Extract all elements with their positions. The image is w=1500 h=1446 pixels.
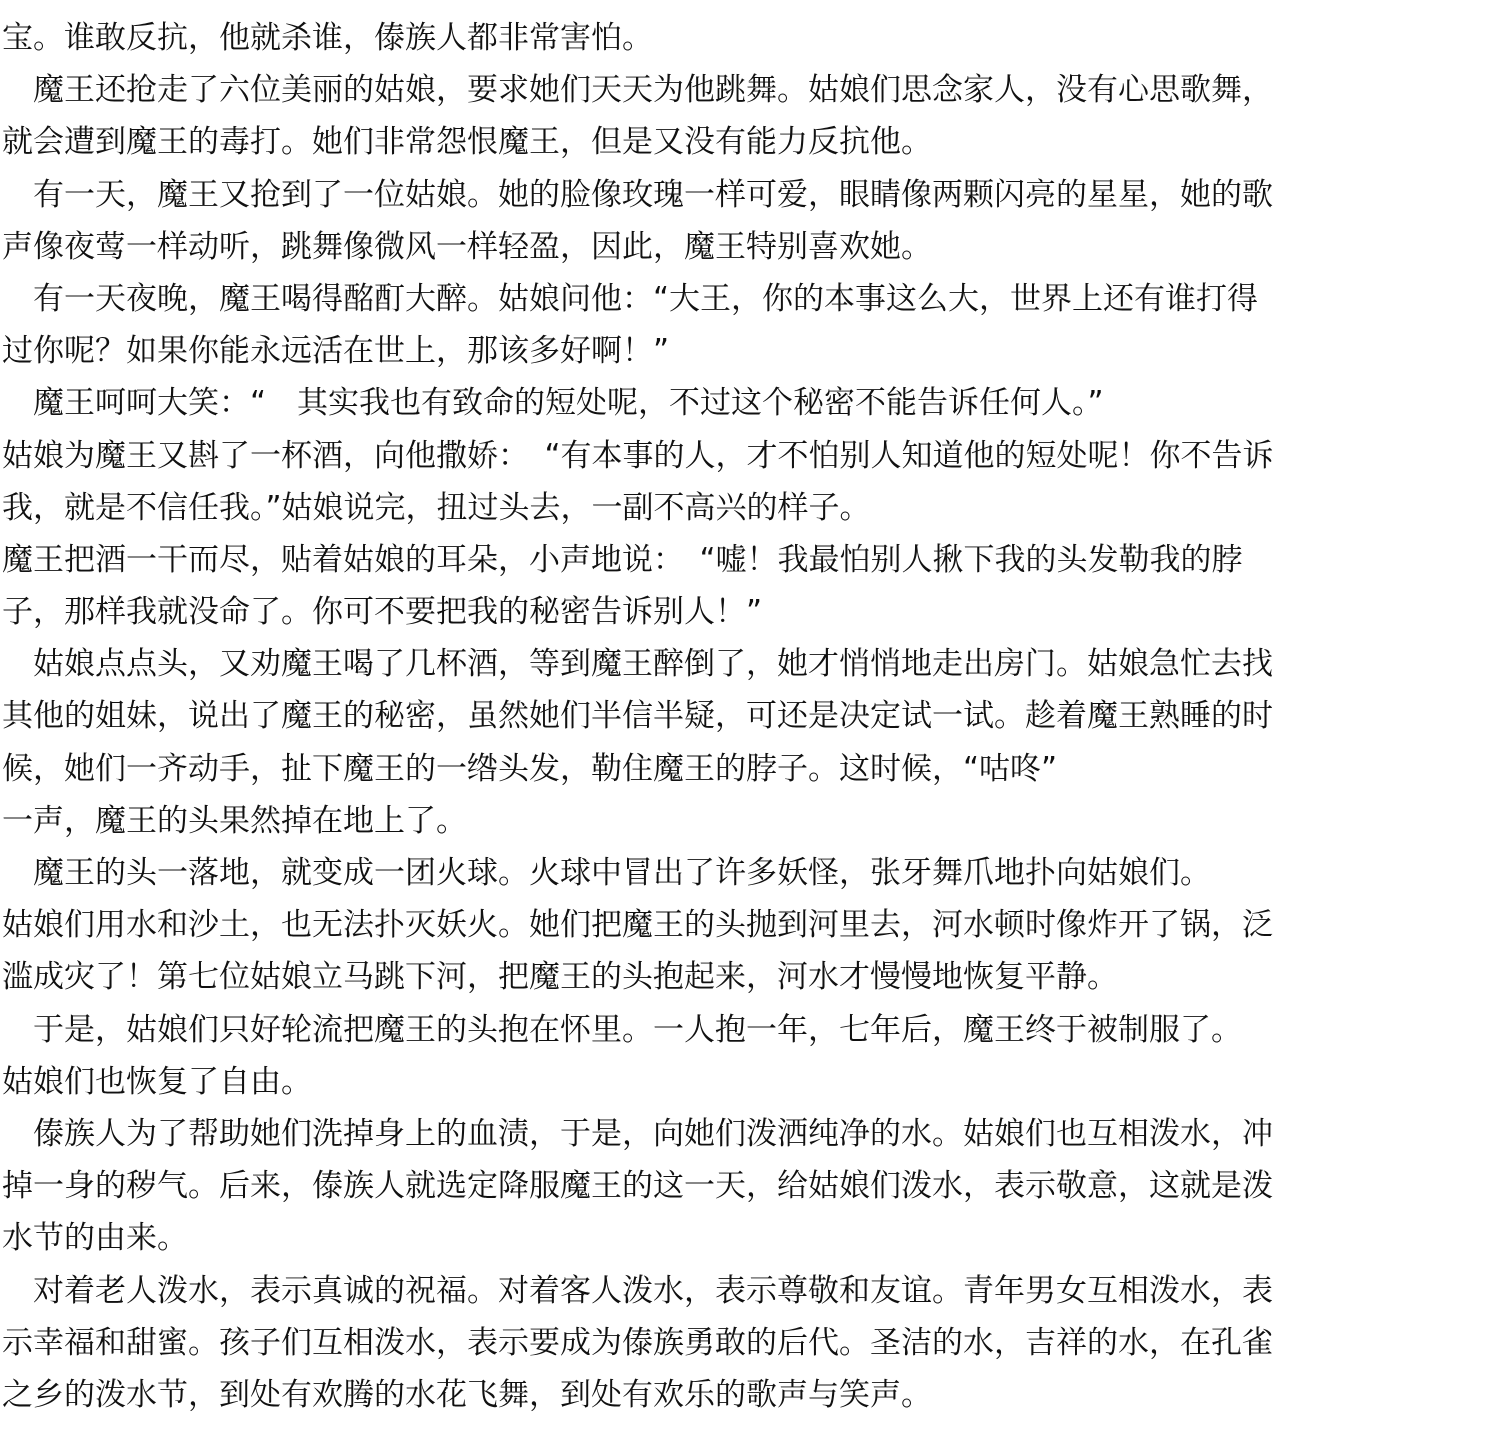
- text-line: 子，那样我就没命了。你可不要把我的秘密告诉别人！”: [2, 594, 763, 631]
- text-line: 魔王的头一落地，就变成一团火球。火球中冒出了许多妖怪，张牙舞爪地扑向姑娘们。: [33, 855, 1211, 891]
- text-line: 姑娘为魔王又斟了一杯酒，向他撒娇： “有本事的人，才不怕别人知道他的短处呢！你不告诉: [2, 437, 1274, 474]
- text-line: 于是，姑娘们只好轮流把魔王的头抱在怀里。一人抱一年，七年后，魔王终于被制服了。: [33, 1011, 1242, 1048]
- text-line: 魔王还抢走了六位美丽的姑娘，要求她们天天为他跳舞。姑娘们思念家人，没有心思歌舞，: [33, 72, 1273, 109]
- text-line: 有一天，魔王又抢到了一位姑娘。她的脸像玫瑰一样可爱，眼睛像两颗闪亮的星星，她的歌: [33, 176, 1273, 213]
- text-line: 对着老人泼水，表示真诚的祝福。对着客人泼水，表示尊敬和友谊。青年男女互相泼水，表: [33, 1272, 1273, 1309]
- text-line: 候，她们一齐动手，扯下魔王的一绺头发，勒住魔王的脖子。这时候，“咕咚”: [2, 750, 1058, 787]
- text-line: 一声，魔王的头果然掉在地上了。: [2, 802, 467, 839]
- text-line: 声像夜莺一样动听，跳舞像微风一样轻盈，因此，魔王特别喜欢她。: [2, 228, 932, 265]
- text-line: 其他的姐妹，说出了魔王的秘密，虽然她们半信半疑，可还是决定试一试。趁着魔王熟睡的时: [2, 698, 1273, 735]
- text-line: 有一天夜晚，魔王喝得酩酊大醉。姑娘问他：“大王，你的本事这么大，世界上还有谁打得: [33, 280, 1259, 317]
- text-line: 示幸福和甜蜜。孩子们互相泼水，表示要成为傣族勇敢的后代。圣洁的水，吉祥的水，在孔雀: [2, 1324, 1273, 1361]
- text-line: 魔王把酒一干而尽，贴着姑娘的耳朵，小声地说： “嘘！我最怕别人揪下我的头发勒我的脖: [2, 541, 1243, 578]
- document-body: [2, 12, 1492, 1421]
- text-line: 姑娘点点头，又劝魔王喝了几杯酒，等到魔王醉倒了，她才悄悄地走出房门。姑娘急忙去找: [33, 646, 1273, 683]
- text-line: 傣族人为了帮助她们洗掉身上的血渍，于是，向她们泼洒纯净的水。姑娘们也互相泼水，冲: [33, 1115, 1273, 1152]
- text-line: 宝。谁敢反抗，他就杀谁，傣族人都非常害怕。: [2, 20, 653, 56]
- text-line: 姑娘们也恢复了自由。: [2, 1063, 312, 1100]
- text-line: 过你呢？如果你能永远活在世上，那该多好啊！”: [2, 333, 670, 370]
- text-line: 姑娘们用水和沙土，也无法扑灭妖火。她们把魔王的头抛到河里去，河水顿时像炸开了锅，泛: [2, 907, 1273, 944]
- text-line: 水节的由来。: [2, 1220, 188, 1257]
- text-line: 滥成灾了！第七位姑娘立马跳下河，把魔王的头抱起来，河水才慢慢地恢复平静。: [2, 959, 1118, 996]
- text-line: 就会遭到魔王的毒打。她们非常怨恨魔王，但是又没有能力反抗他。: [2, 124, 932, 161]
- text-line: 我，就是不信任我。”姑娘说完，扭过头去，一副不高兴的样子。: [2, 489, 871, 526]
- text-line: 掉一身的秽气。后来，傣族人就选定降服魔王的这一天，给姑娘们泼水，表示敬意，这就是泼: [2, 1168, 1273, 1205]
- text-line: 魔王呵呵大笑：“ 其实我也有致命的短处呢，不过这个秘密不能告诉任何人。”: [33, 385, 1104, 422]
- text-line: 之乡的泼水节，到处有欢腾的水花飞舞，到处有欢乐的歌声与笑声。: [2, 1376, 932, 1413]
